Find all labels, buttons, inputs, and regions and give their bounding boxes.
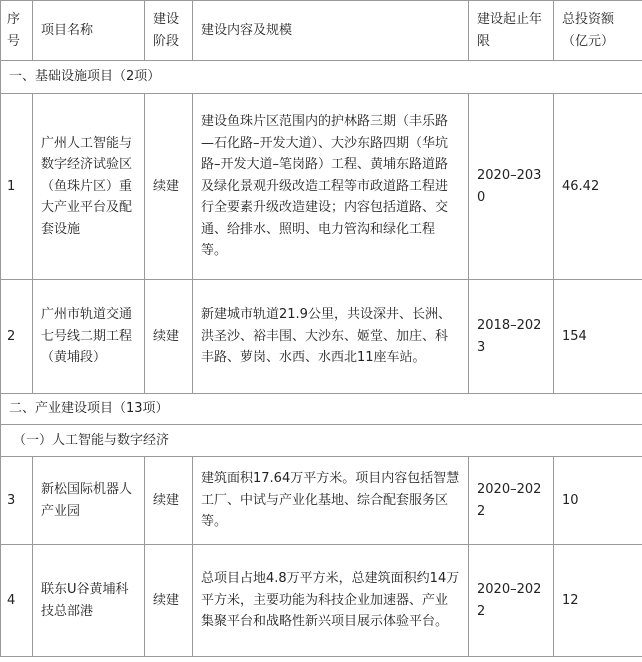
section-title: 二、产业建设项目（13项） (1, 394, 642, 425)
table-header (1, 1, 642, 61)
header-years: 建设起止年限 (469, 1, 554, 61)
subsection-row (1, 425, 642, 457)
cell-content: 建筑面积17.64万平方米。项目内容包括智慧工厂、中试与产业化基地、综合配套服务区等。 (193, 457, 469, 545)
cell-name: 广州市轨道交通七号线二期工程（黄埔段） (33, 280, 145, 394)
table-row (1, 457, 642, 545)
header-content: 建设内容及规模 (193, 1, 469, 61)
table-row (1, 94, 642, 280)
cell-investment: 154 (554, 280, 642, 394)
section-title: 一、基础设施项目（2项） (1, 61, 642, 94)
header-investment: 总投资额（亿元） (554, 1, 642, 61)
section-row (1, 61, 642, 94)
cell-phase: 续建 (145, 545, 193, 657)
cell-content: 建设鱼珠片区范围内的护林路三期（丰乐路—石化路–开发大道）、大沙东路四期（华坑路–开发大道–笔岗路）工程、黄埔东路道路及绿化景观升级改造工程等市政道路工程进行全要素升级改造建设；内容包括道路、交通、给排水、照明、电力管沟和绿化工程等。 (193, 94, 469, 280)
cell-phase: 续建 (145, 94, 193, 280)
cell-no: 2 (1, 280, 33, 394)
cell-name: 联东U谷黄埔科技总部港 (33, 545, 145, 657)
cell-no: 4 (1, 545, 33, 657)
cell-content: 新建城市轨道21.9公里，共设深井、长洲、洪圣沙、裕丰围、大沙东、姬堂、加庄、科丰路、萝岗、水西、水西北11座车站。 (193, 280, 469, 394)
cell-content: 总项目占地4.8万平方米，总建筑面积约14万平方米，主要功能为科技企业加速器、产业集聚平台和战略性新兴项目展示体验平台。 (193, 545, 469, 657)
cell-years: 2020–2022 (469, 545, 554, 657)
cell-name: 广州人工智能与数字经济试验区（鱼珠片区）重大产业平台及配套设施 (33, 94, 145, 280)
cell-investment: 12 (554, 545, 642, 657)
subsection-title: （一）人工智能与数字经济 (1, 425, 642, 457)
cell-years: 2020–2022 (469, 457, 554, 545)
cell-years: 2018–2023 (469, 280, 554, 394)
table-row (1, 545, 642, 657)
cell-no: 1 (1, 94, 33, 280)
section-row (1, 394, 642, 425)
header-no: 序号 (1, 1, 33, 61)
header-name: 项目名称 (33, 1, 145, 61)
cell-years: 2020–2030 (469, 94, 554, 280)
cell-investment: 46.42 (554, 94, 642, 280)
table-row (1, 280, 642, 394)
cell-phase: 续建 (145, 280, 193, 394)
header-phase: 建设阶段 (145, 1, 193, 61)
table-body (1, 61, 642, 657)
cell-no: 3 (1, 457, 33, 545)
cell-name: 新松国际机器人产业园 (33, 457, 145, 545)
cell-phase: 续建 (145, 457, 193, 545)
cell-investment: 10 (554, 457, 642, 545)
